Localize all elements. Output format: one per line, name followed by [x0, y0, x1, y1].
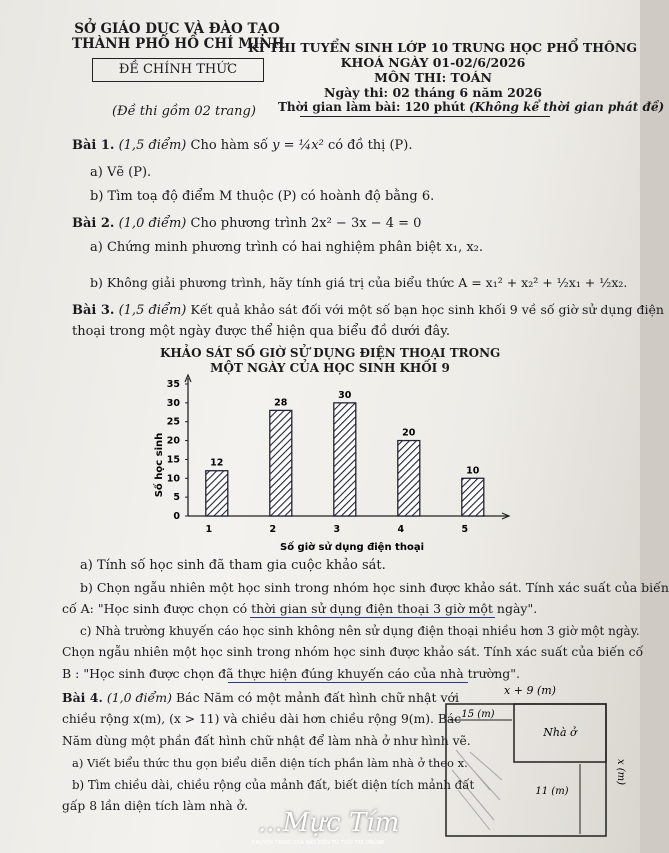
bai4-heading	[62, 690, 459, 705]
fig-11-label: 11 (m)	[535, 786, 569, 797]
y-tick-label: 10	[166, 473, 180, 485]
bai4-label: Bài 4.	[62, 690, 103, 705]
bai1-function: y = ¼x²	[272, 138, 324, 153]
bar	[398, 441, 420, 516]
pen-underline-1	[250, 617, 495, 618]
bar	[270, 410, 292, 516]
bai4-points: (1,0 điểm)	[106, 690, 172, 705]
bai3-part-c-3: B : "Học sinh được chọn đã thực hiện đúng khuyến cáo của nhà trường".	[62, 666, 520, 681]
official-box	[92, 58, 264, 82]
y-axis-label: Số học sinh	[154, 432, 165, 498]
bai3-part-c-2: Chọn ngẫu nhiên một học sinh trong nhóm học sinh được khảo sát. Tính xác suất của biến cố	[62, 645, 644, 659]
y-tick-label: 20	[166, 435, 180, 447]
fig-house-label: Nhà ở	[543, 726, 577, 739]
bai1-part-b: b) Tìm toạ độ điểm M thuộc (P) có hoành độ bằng 6.	[90, 189, 435, 204]
pencil-scribble	[452, 750, 502, 830]
exam-subject: MÔN THI: TOÁN	[374, 70, 492, 85]
bai2-points: (1,0 điểm)	[118, 216, 187, 231]
bai3-heading	[72, 302, 664, 318]
time-label: Thời gian làm bài: 120 phút	[278, 100, 466, 114]
land-rect	[446, 704, 606, 836]
x-tick-label: 2	[269, 524, 277, 535]
bar	[462, 478, 484, 516]
bai1-intro: Cho hàm số	[190, 138, 268, 153]
land-figure	[430, 680, 630, 845]
bai4-part-b-1: b) Tìm chiều dài, chiều rộng của mảnh đất, biết diện tích mảnh đất	[72, 778, 475, 792]
bar-chart	[140, 370, 520, 560]
exam-date: Ngày thi: 02 tháng 6 năm 2026	[324, 85, 542, 100]
chart-title-line-1: KHẢO SÁT SỐ GIỜ SỬ DỤNG ĐIỆN THOẠI TRONG	[160, 346, 501, 360]
y-tick-label: 5	[173, 492, 180, 504]
bar-value-label: 20	[402, 427, 416, 439]
bar-value-label: 12	[210, 457, 224, 469]
bai4-part-b-2: gấp 8 lần diện tích làm nhà ở.	[62, 799, 248, 813]
y-tick-label: 15	[166, 454, 180, 466]
watermark-tagline: CHUYÊN TRANG CỦA BÁO ĐIỆN TỬ TUỔI TRẺ ONLINE	[252, 840, 385, 846]
bai2-heading	[72, 216, 421, 231]
fig-x-label: x (m)	[615, 758, 626, 786]
x-tick-label: 5	[461, 524, 469, 535]
bai4-line-1: Bác Năm có một mảnh đất hình chữ nhật với	[175, 690, 460, 705]
watermark-logo: ...Mực Tím	[258, 808, 400, 838]
exam-header	[248, 40, 638, 100]
bai4-line-3: Năm dùng một phần đất hình chữ nhật để làm nhà ở như hình vẽ.	[62, 734, 471, 748]
y-tick-label: 35	[166, 379, 180, 390]
department-line-1: SỞ GIÁO DỤC VÀ ĐÀO TẠO	[74, 21, 280, 37]
bai1-points: (1,5 điểm)	[118, 138, 187, 153]
x-tick-label: 3	[333, 524, 341, 535]
exam-time	[278, 100, 664, 114]
bai3-part-b-2: cố A: "Học sinh được chọn có thời gian sử dụng điện thoại 3 giờ một ngày".	[62, 601, 538, 616]
bai3-line-2: thoại trong một ngày được thể hiện qua biểu đồ dưới đây.	[72, 324, 450, 339]
bar	[334, 403, 356, 516]
chart-title-line-2: MỘT NGÀY CỦA HỌC SINH KHỐI 9	[210, 361, 450, 375]
bai4-part-a: a) Viết biểu thức thu gọn biểu diễn diện tích phần làm nhà ở theo x.	[72, 756, 468, 770]
bai3-line-1: Kết quả khảo sát đối với một số bạn học sinh khối 9 về số giờ sử dụng điện	[190, 302, 664, 317]
bai3-part-a: a) Tính số học sinh đã tham gia cuộc khảo sát.	[80, 558, 386, 573]
y-tick-label: 0	[173, 511, 180, 522]
pages-note: (Đề thi gồm 02 trang)	[112, 104, 256, 119]
official-label: ĐỀ CHÍNH THỨC	[118, 62, 238, 77]
chart-layer	[167, 375, 509, 535]
bai2-label: Bài 2.	[72, 216, 115, 231]
header-rule	[300, 116, 550, 117]
bar	[206, 471, 228, 516]
exam-title: KÌ THI TUYỂN SINH LỚP 10 TRUNG HỌC PHỔ THÔNG	[248, 40, 638, 55]
bai3-label: Bài 3.	[72, 303, 115, 318]
bai2-intro: Cho phương trình 2x² − 3x − 4 = 0	[190, 216, 422, 231]
bai1-heading	[72, 138, 413, 153]
bai1-label: Bài 1.	[72, 138, 115, 153]
fig-length-label: x + 9 (m)	[504, 684, 556, 697]
bar-value-label: 10	[466, 465, 480, 477]
bar-value-label: 28	[274, 397, 288, 409]
exam-session: KHOÁ NGÀY 01-02/6/2026	[340, 55, 526, 70]
bai3-points: (1,5 điểm)	[118, 303, 187, 318]
bai2-part-b: b) Không giải phương trình, hãy tính giá trị của biểu thức A = x₁² + x₂² + ½x₁ + ½x₂.	[90, 275, 628, 290]
x-axis-label: Số giờ sử dụng điện thoại	[280, 542, 424, 553]
fig-15-label: 15 (m)	[461, 709, 495, 720]
x-tick-label: 1	[205, 524, 213, 535]
x-tick-label: 4	[397, 524, 405, 535]
bai1-tail: có đồ thị (P).	[327, 138, 413, 153]
bar-value-label: 30	[338, 389, 352, 401]
bai3-part-b-1: b) Chọn ngẫu nhiên một học sinh trong nhóm học sinh được khảo sát. Tính xác suất của biến	[80, 580, 669, 595]
y-tick-label: 25	[166, 416, 180, 428]
bai4-line-2: chiều rộng x(m), (x > 11) và chiều dài hơn chiều rộng 9(m). Bác	[62, 712, 462, 726]
department-line-2: THÀNH PHỐ HỒ CHÍ MINH	[72, 36, 285, 52]
bai2-part-a: a) Chứng minh phương trình có hai nghiệm phân biệt x₁, x₂.	[90, 240, 484, 255]
time-note: (Không kể thời gian phát đề)	[469, 100, 665, 114]
y-tick-label: 30	[166, 397, 180, 409]
bai3-part-c-1: c) Nhà trường khuyến cáo học sinh không nên sử dụng điện thoại nhiều hơn 3 giờ một ngày.	[80, 624, 640, 638]
bai1-part-a: a) Vẽ (P).	[90, 165, 152, 180]
